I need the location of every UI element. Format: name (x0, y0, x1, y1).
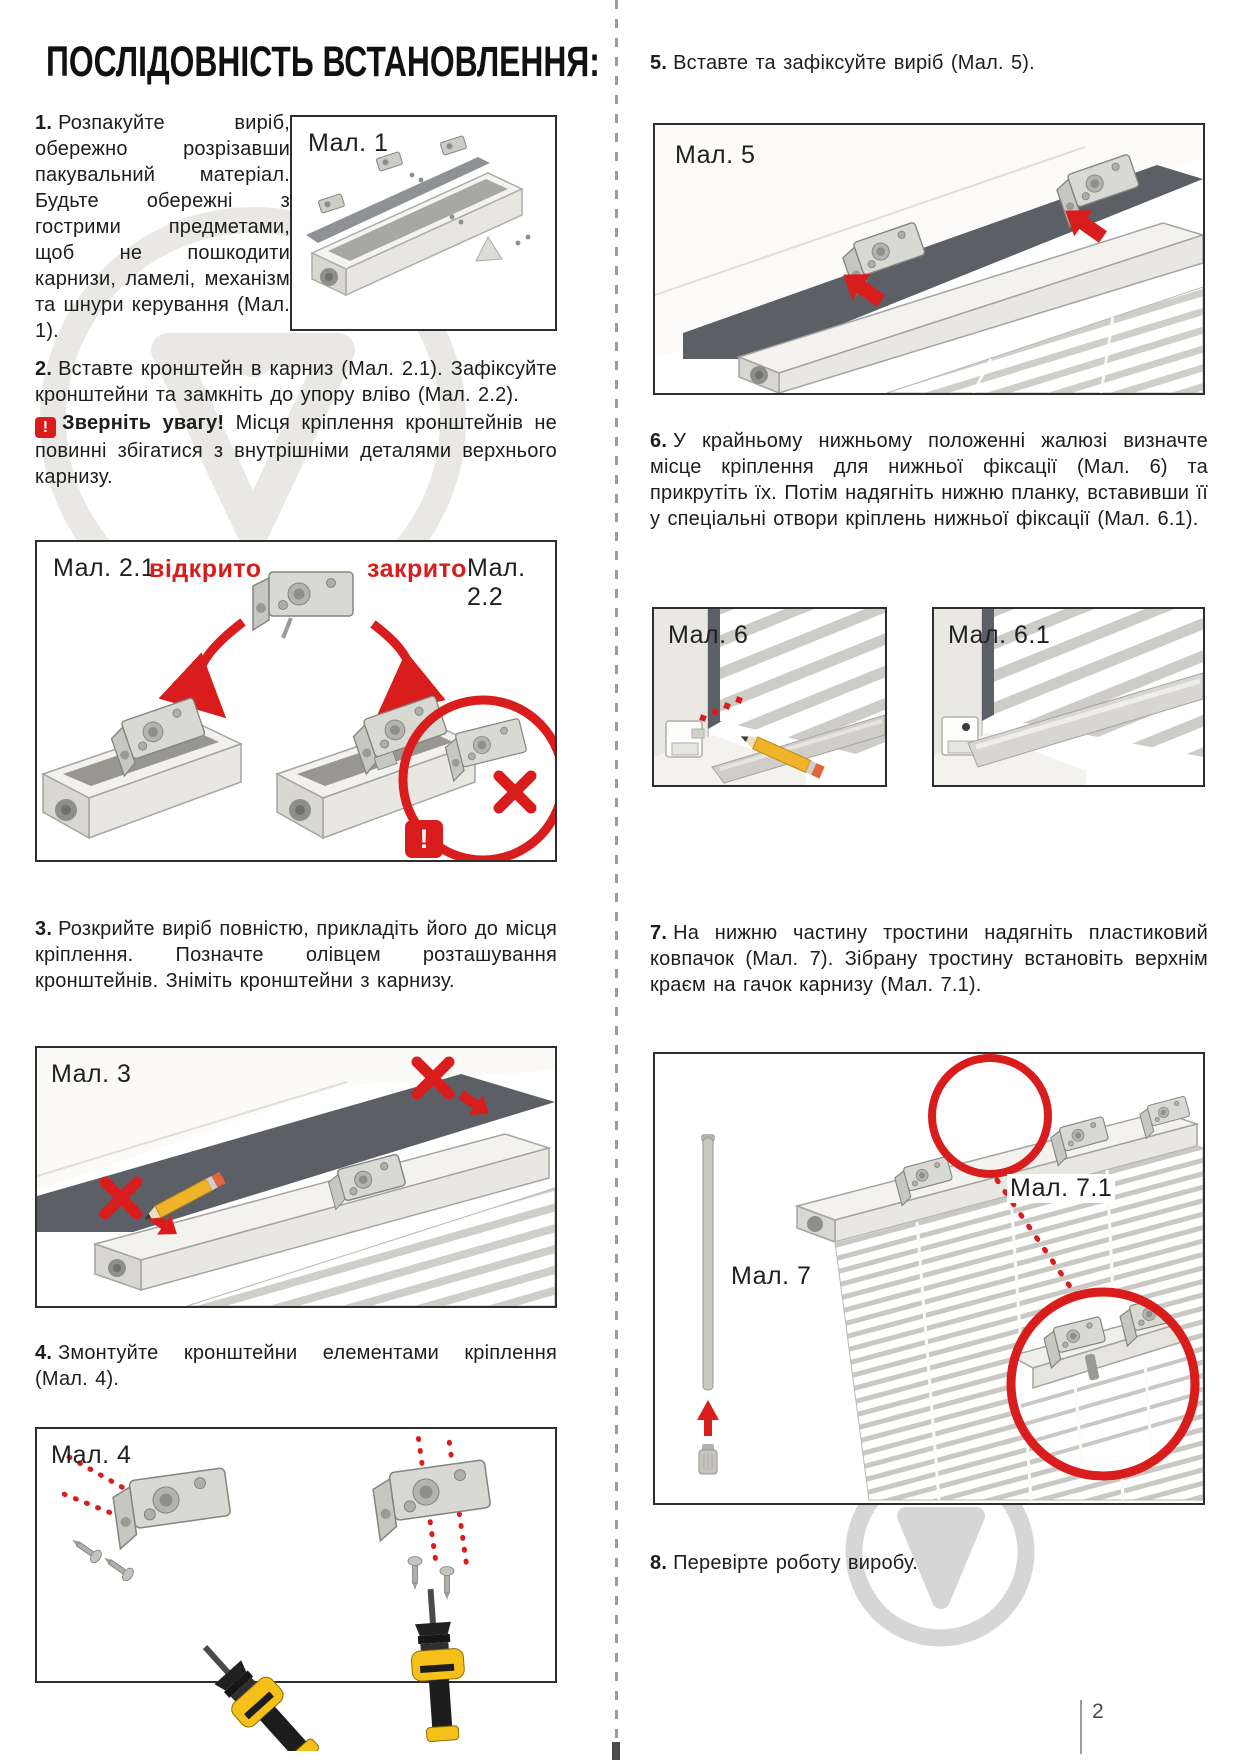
step-1-text: Розпакуйте виріб, обережно розрізавши пакувальний матеріал. Будьте обережні з гострими предметами, щоб не пошкодити карнизи, ламелі, механізм та шнури керування (Мал. 1). (35, 112, 290, 342)
exclamation-badge (405, 820, 443, 858)
figure-2 (35, 540, 557, 862)
bracket-part-icon (318, 194, 345, 214)
rail-open (43, 697, 241, 838)
step-8 (650, 1550, 1208, 1576)
step-6 (650, 428, 1208, 532)
step-6-text: У крайньому нижньому положенні жалюзі визначте місце кріплення для нижньої фіксації (Мал. 6) та прикрутіть їх. Потім надягніть нижню планку, вставивши її у спеціальні отвори кріплень нижньої фіксації (Мал. 6.1). (650, 430, 1208, 530)
figure-6 (652, 607, 887, 787)
red-up-arrow (697, 1400, 719, 1436)
rail-closed (277, 695, 475, 838)
step-2-paragraph (35, 356, 557, 408)
step-2-number: 2. (35, 358, 53, 380)
figure-3-label: Мал. 3 (51, 1060, 132, 1088)
note-text: Місця кріплення кронштейнів не повинні збігатися з внутрішніми деталями верхнього карнизу. (35, 412, 557, 488)
column-divider-end (612, 1742, 620, 1760)
step-3-text: Розкрийте виріб повністю, прикладіть його до місця кріплення. Позначте олівцем розташування кронштейнів. Зніміть кронштейни з карнизу. (35, 918, 557, 992)
bracket-part-icon (440, 136, 467, 156)
step-5-number: 5. (650, 52, 668, 74)
figure-7 (653, 1052, 1205, 1505)
warning-icon (35, 417, 56, 438)
step-3-number: 3. (35, 918, 53, 940)
step-1-number: 1. (35, 112, 53, 134)
red-arrow-left (199, 622, 243, 706)
screw-icon (408, 1557, 422, 1591)
step-2 (35, 356, 557, 490)
detail-circle-zoom (1011, 1292, 1201, 1476)
tilt-wand (701, 1134, 715, 1390)
bottom-bracket (666, 721, 704, 757)
drill-icon (407, 1587, 469, 1742)
step-7-number: 7. (650, 922, 668, 944)
wrong-bracket-icon (443, 718, 530, 781)
figure-6-label: Мал. 6 (668, 621, 749, 649)
exclamation-mark: ! (419, 824, 429, 854)
figure-5-label: Мал. 5 (675, 141, 756, 169)
step-4-text: Змонтуйте кронштейни елементами кріплення (Мал. 4). (35, 1342, 557, 1390)
floating-bracket-icon (253, 572, 353, 638)
warning-mark: ! (42, 419, 49, 436)
step-7 (650, 920, 1208, 998)
figure-2-2-label: Мал. 2.2 (467, 554, 526, 611)
step-3 (35, 916, 557, 994)
screw-icon (440, 1567, 454, 1601)
figure-2-1-label: Мал. 2.1 (53, 554, 156, 582)
step-1 (35, 110, 290, 344)
red-arrow-right (373, 624, 410, 704)
step-6-number: 6. (650, 430, 668, 452)
cone-part (476, 237, 502, 261)
x-mark (499, 776, 531, 808)
figure-4 (35, 1427, 557, 1683)
figure-4-illustration (37, 1429, 555, 1751)
screw-icon (100, 1552, 135, 1583)
figure-5 (653, 123, 1205, 395)
figure-1-label: Мал. 1 (308, 129, 389, 157)
note-title: Зверніть увагу! (62, 412, 225, 434)
figure-1 (290, 115, 557, 331)
closed-label: закрито (367, 555, 467, 583)
step-4-number: 4. (35, 1342, 53, 1364)
figure-4-label: Мал. 4 (51, 1441, 132, 1469)
figure-7-label: Мал. 7 (731, 1262, 812, 1290)
bracket-right (367, 1430, 499, 1583)
step-2-note (35, 410, 557, 490)
step-5-text: Вставте та зафіксуйте виріб (Мал. 5). (673, 52, 1035, 74)
footer-divider (1080, 1700, 1082, 1754)
column-divider (615, 0, 618, 1742)
step-2-text: Вставте кронштейн в карниз (Мал. 2.1). Зафіксуйте кронштейни та замкніть до упору вліво (Мал. 2.2). (35, 358, 557, 406)
figure-6-1 (932, 607, 1205, 787)
figure-7-1-label: Мал. 7.1 (1007, 1174, 1115, 1203)
screw-icon (68, 1534, 103, 1565)
page-number: 2 (1092, 1700, 1104, 1723)
step-5 (650, 50, 1195, 76)
step-8-number: 8. (650, 1552, 668, 1574)
step-7-text: На нижню частину тростини надягніть пластиковий ковпачок (Мал. 7). Зібрану тростину встановіть верхнім краєм на гачок карнизу (Мал. 7.1). (650, 922, 1208, 996)
step-4 (35, 1340, 557, 1392)
page-title: ПОСЛІДОВНІСТЬ ВСТАНОВЛЕННЯ: (46, 38, 600, 86)
plastic-cap-icon (699, 1444, 717, 1474)
figure-3 (35, 1046, 557, 1308)
open-label: відкрито (149, 555, 262, 583)
step-8-text: Перевірте роботу виробу. (673, 1552, 918, 1574)
figure-6-1-label: Мал. 6.1 (948, 621, 1051, 649)
drill-icon (187, 1628, 327, 1751)
